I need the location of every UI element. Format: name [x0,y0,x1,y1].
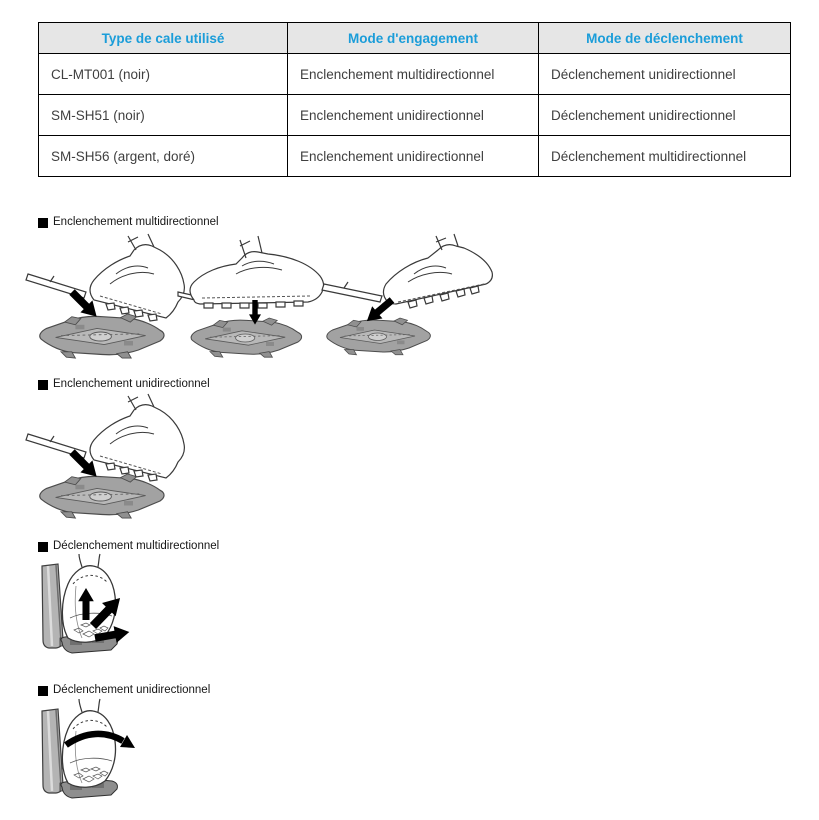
section-heading-engage-uni [38,378,210,391]
shoe-illustration [178,236,324,308]
engage-multi-figure-heel-first [318,234,498,364]
pedal-illustration [40,474,164,518]
section-label: Déclenchement multidirectionnel [53,540,220,552]
cell-release-mode: Déclenchement unidirectionnel [539,95,791,136]
section-label: Enclenchement multidirectionnel [53,216,219,228]
shoe-on-pedal-rear-illustration [42,699,117,798]
shoe-illustration [26,394,184,481]
cell-cleat-type: SM-SH56 (argent, doré) [39,136,288,177]
pedal-illustration [327,318,431,355]
section-label: Enclenchement unidirectionnel [53,378,210,390]
engage-uni-figure [28,394,193,524]
release-multi-figure [32,554,152,664]
cell-cleat-type: SM-SH51 (noir) [39,95,288,136]
section-heading-release-uni [38,684,210,697]
table-row [39,54,791,95]
table-row [39,95,791,136]
cell-release-mode: Déclenchement multidirectionnel [539,136,791,177]
col-header-release-mode: Mode de déclenchement [539,23,791,54]
section-bullet-square-icon [38,218,48,228]
col-header-cleat-type: Type de cale utilisé [39,23,288,54]
section-label: Déclenchement unidirectionnel [53,684,211,696]
cleat-mode-table [38,22,791,177]
pedal-illustration [40,314,164,358]
section-heading-release-multi [38,540,219,553]
col-header-engagement-mode: Mode d'engagement [288,23,539,54]
cell-engagement-mode: Enclenchement unidirectionnel [288,136,539,177]
pedal-illustration [191,318,301,357]
section-bullet-square-icon [38,542,48,552]
shoe-illustration [26,234,184,321]
table-header-row [39,23,791,54]
release-uni-figure [32,699,152,809]
cell-engagement-mode: Enclenchement unidirectionnel [288,95,539,136]
cell-cleat-type: CL-MT001 (noir) [39,54,288,95]
engage-multi-figure-toe-first [28,234,193,364]
table-row [39,136,791,177]
shoe-illustration [322,234,492,308]
section-bullet-square-icon [38,686,48,696]
cleat-mode-table-wrapper [38,22,790,177]
cell-engagement-mode: Enclenchement multidirectionnel [288,54,539,95]
section-bullet-square-icon [38,380,48,390]
cell-release-mode: Déclenchement unidirectionnel [539,54,791,95]
section-heading-engage-multi [38,216,219,229]
